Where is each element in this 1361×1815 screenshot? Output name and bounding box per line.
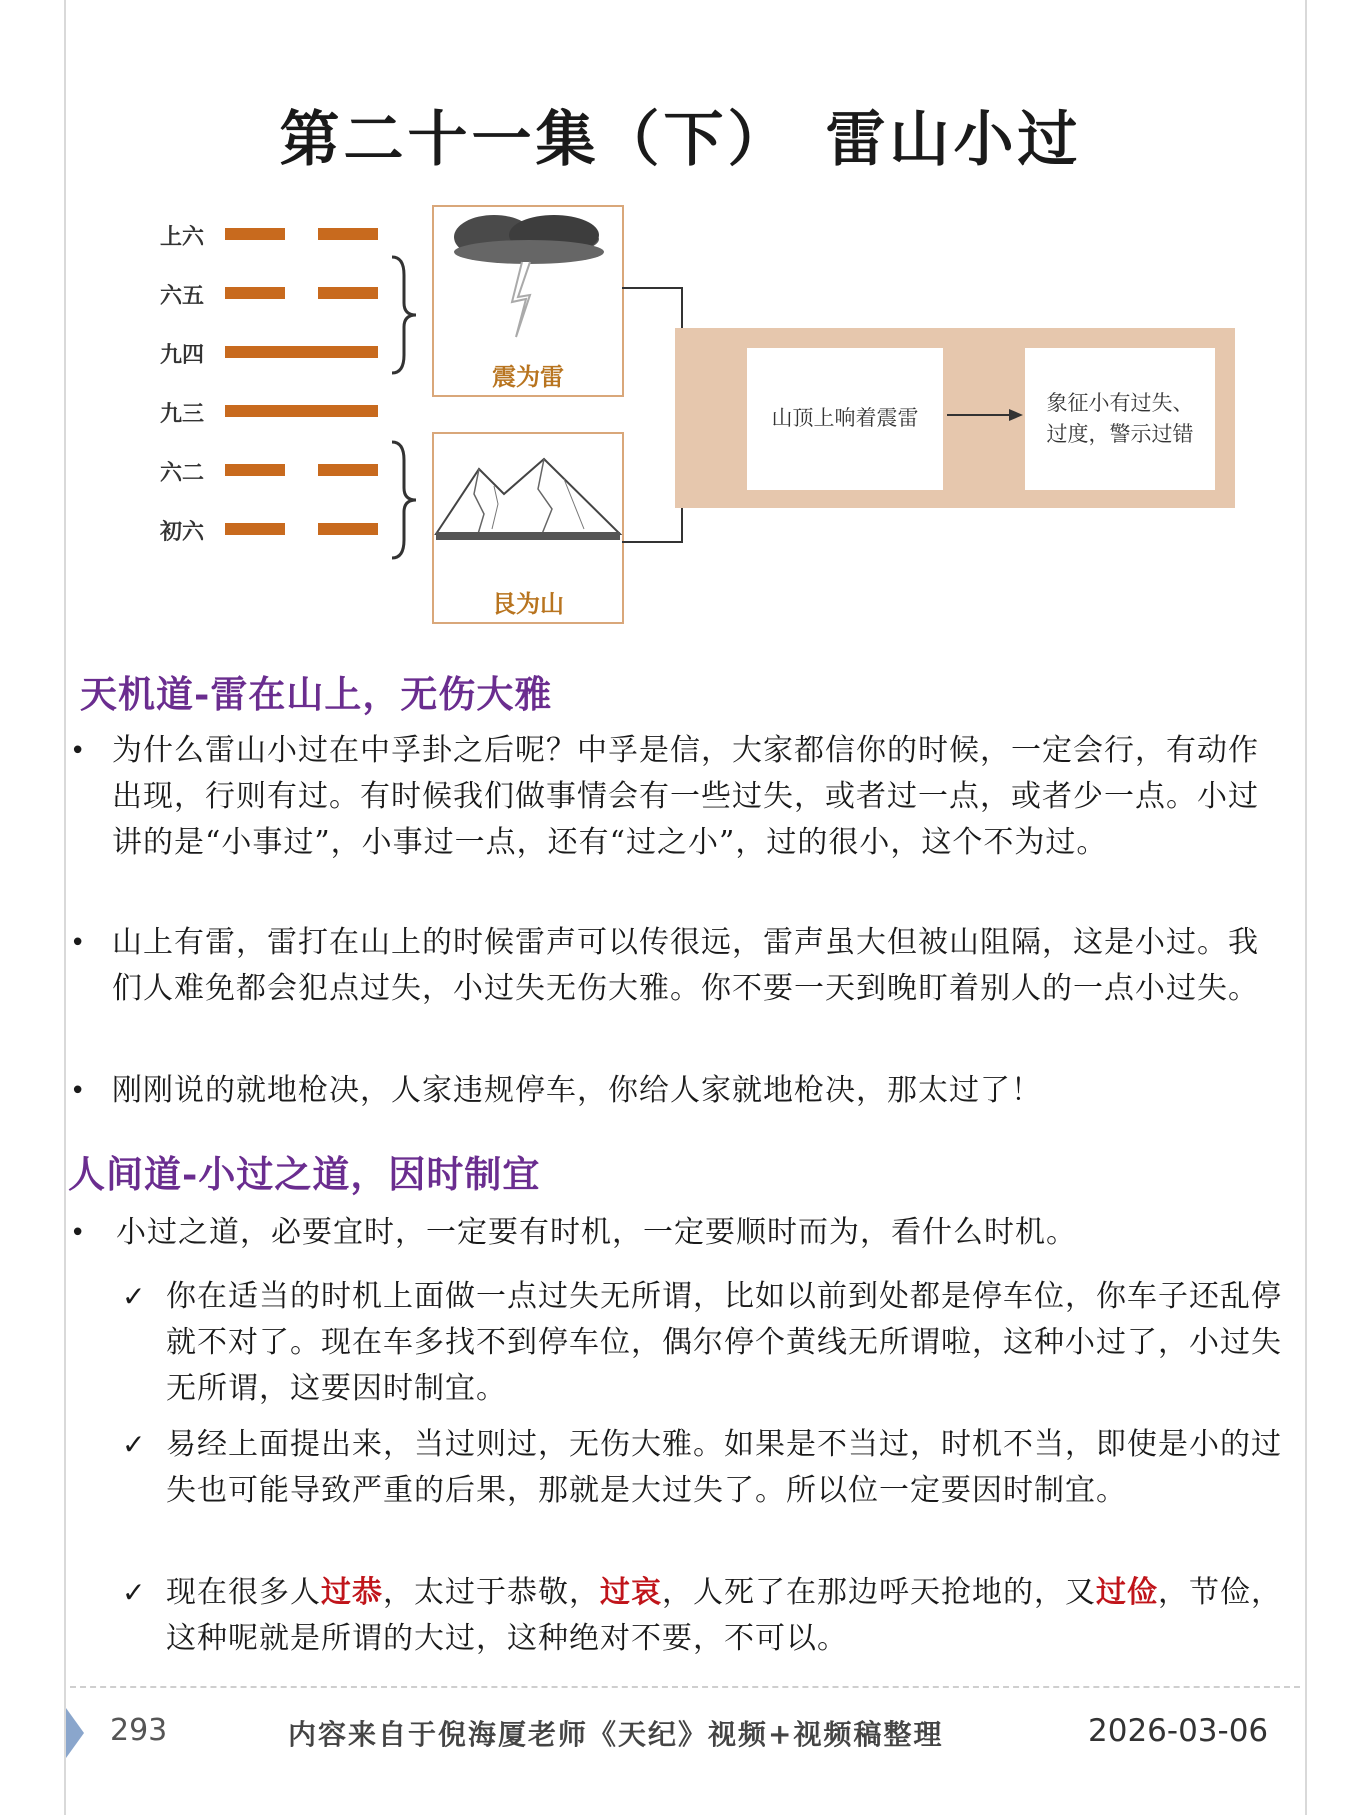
- bullet-text: 刚刚说的就地枪决，人家违规停车，你给人家就地枪决，那太过了！: [112, 1073, 1042, 1108]
- highlight-guogong: 过恭: [321, 1575, 383, 1610]
- thunder-box: [432, 205, 624, 397]
- meaning-line: 过度，警示过错: [1046, 422, 1194, 446]
- yao-line-segment: [318, 523, 378, 535]
- bullet-text: 为什么雷山小过在中孚卦之后呢？中孚是信，大家都信你的时候，一定会行，有动作出现，行则有过。有时候我们做事情会有一些过失，或者过一点，或者少一点。小过讲的是“小事过”，小事过一点，还有“过之小”，过的很小，这个不为过。: [112, 733, 1259, 860]
- checkmark-icon: ✓: [122, 1576, 147, 1609]
- yao-line-segment: [225, 464, 285, 476]
- upper-trigram-caption: 震为雷: [492, 363, 564, 391]
- cloud-lightning-icon: [434, 207, 622, 357]
- checkmark-icon: ✓: [122, 1428, 147, 1461]
- check-item: [122, 1274, 1297, 1412]
- yao-label: 九四: [160, 343, 205, 368]
- bullet-dot-icon: •: [70, 928, 87, 958]
- yao-line-segment: [225, 523, 285, 535]
- footer-triangle-icon: [66, 1708, 84, 1758]
- footer-date: 2026-03-06: [1088, 1713, 1269, 1749]
- yao-label: 九三: [160, 402, 205, 427]
- highlight-guojian: 过俭: [1096, 1575, 1158, 1610]
- yao-label: 六二: [160, 461, 205, 486]
- footer-divider: [70, 1686, 1300, 1688]
- check-item: [122, 1422, 1297, 1514]
- page-border-left: [64, 0, 66, 1815]
- yao-label: 上六: [160, 225, 205, 250]
- mountain-box: [432, 432, 624, 624]
- hexagram-diagram: [150, 200, 1250, 640]
- arrow-right-icon: [945, 405, 1025, 425]
- yao-line-segment: [318, 228, 378, 240]
- check-text-part: ，人死了在那边呼天抢地的，又: [662, 1575, 1096, 1610]
- check-item: [122, 1570, 1297, 1662]
- check-text: [166, 1570, 1297, 1662]
- yao-line-segment: [225, 405, 378, 417]
- checkmark-icon: ✓: [122, 1280, 147, 1313]
- mountain-icon: [434, 434, 622, 554]
- bullet-text: 山上有雷，雷打在山上的时候雷声可以传很远，雷声虽大但被山阻隔，这是小过。我们人难免都会犯点过失，小过失无伤大雅。你不要一天到晚盯着别人的一点小过失。: [112, 925, 1259, 1006]
- yao-line-segment: [225, 287, 285, 299]
- meaning-line: 象征小有过失、: [1046, 390, 1194, 415]
- yao-label: 初六: [160, 520, 205, 545]
- bullet-dot-icon: •: [70, 736, 87, 766]
- middle-result-box: 山顶上响着震雷: [747, 348, 943, 490]
- yao-label: 六五: [160, 284, 205, 309]
- bullet-item: [70, 728, 1270, 866]
- page-number: 293: [110, 1713, 168, 1748]
- bullet-item: [70, 1210, 1300, 1256]
- lower-trigram-caption: 艮为山: [492, 590, 564, 618]
- brace-lower: [390, 440, 420, 560]
- section-heading-renjian: 人间道-小过之道，因时制宜: [68, 1152, 541, 1196]
- brace-upper: [390, 255, 420, 375]
- bullet-dot-icon: •: [70, 1076, 87, 1106]
- page-title: 第二十一集（下） 雷山小过: [279, 105, 1082, 175]
- bullet-text: 小过之道，必要宜时，一定要有时机，一定要顺时而为，看什么时机。: [116, 1215, 1077, 1250]
- check-text: 易经上面提出来，当过则过，无伤大雅。如果是不当过，时机不当，即使是小的过失也可能导致严重的后果，那就是大过失了。所以位一定要因时制宜。: [166, 1427, 1282, 1508]
- page-border-right: [1305, 0, 1307, 1815]
- check-text: 你在适当的时机上面做一点过失无所谓，比如以前到处都是停车位，你车子还乱停就不对了。现在车多找不到停车位，偶尔停个黄线无所谓啦，这种小过了，小过失无所谓，这要因时制宜。: [166, 1279, 1282, 1406]
- section-heading-tianji: 天机道-雷在山上，无伤大雅: [80, 672, 553, 716]
- meaning-box: [1025, 348, 1215, 490]
- footer-source: 内容来自于倪海厦老师《天纪》视频+视频稿整理: [288, 1718, 944, 1751]
- yao-line-segment: [225, 346, 378, 358]
- yao-line-segment: [225, 228, 285, 240]
- check-text-part: ，太过于恭敬，: [383, 1575, 600, 1610]
- check-text-part: ，节俭，这种呢就是所谓的大过，这种绝对不要，不可以。: [166, 1575, 1282, 1656]
- highlight-guoai: 过哀: [600, 1575, 662, 1610]
- yao-line-segment: [318, 287, 378, 299]
- check-text-part: 现在很多人: [166, 1575, 321, 1610]
- bullet-item: [70, 920, 1270, 1012]
- yao-line-segment: [318, 464, 378, 476]
- bullet-item: [70, 1068, 1270, 1114]
- bullet-dot-icon: •: [70, 1218, 87, 1248]
